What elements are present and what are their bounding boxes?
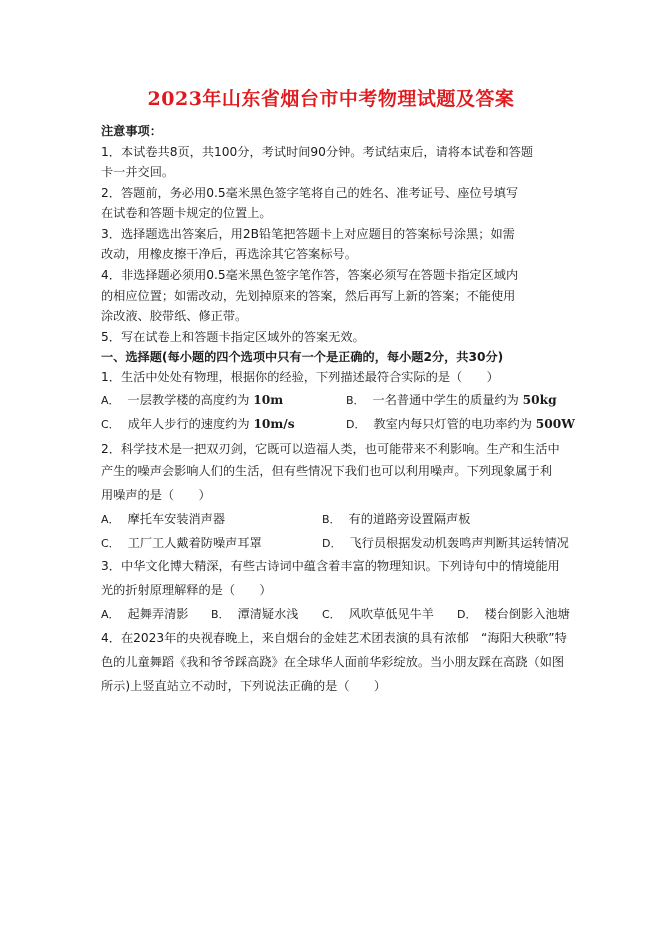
option-text: 教室内每只灯管的电功率约为	[373, 417, 536, 431]
option-letter: A．	[101, 394, 120, 407]
option-a	[101, 606, 188, 623]
notes-line: 5．写在试卷上和答题卡指定区域外的答案无效。	[101, 330, 365, 344]
notes-line: 的相应位置；如需改动，先划掉原来的答案，然后再写上新的答案；不能使用	[101, 289, 516, 303]
option-c	[101, 535, 262, 552]
question-stem: 1．生活中处处有物理，根据你的经验，下列描述最符合实际的是（ ）	[101, 370, 499, 384]
question-stem: 3．中华文化博大精深，有些古诗词中蕴含着丰富的物理知识。下列诗句中的情境能用	[101, 559, 560, 573]
option-text: 飞行员根据发动机轰鸣声判断其运转情况	[349, 536, 569, 550]
option-text: 成年人步行的速度约为	[127, 417, 254, 431]
option-b	[211, 606, 298, 623]
option-text: 工厂工人戴着防噪声耳罩	[127, 536, 262, 550]
option-letter: C．	[322, 608, 341, 621]
question-stem: 4．在2023年的央视春晚上，来自烟台的金娃艺术团表演的具有浓郁 “海阳大秧歌”特	[101, 631, 567, 645]
option-c	[322, 606, 434, 623]
option-text: 起舞弄清影	[127, 607, 189, 621]
notes-line: 在试卷和答题卡规定的位置上。	[101, 206, 272, 220]
notes-line: 卡一并交回。	[101, 165, 175, 179]
notes-line: 2．答题前，务必用0.5毫米黑色签字笔将自己的姓名、准考证号、座位号填写	[101, 186, 519, 200]
option-d	[457, 606, 570, 623]
question-stem: 用噪声的是（ ）	[101, 488, 211, 502]
option-letter: C．	[101, 537, 120, 550]
option-letter: B．	[322, 513, 341, 526]
option-text: 楼台倒影入池塘	[484, 607, 570, 621]
option-text: 一名普通中学生的质量约为	[372, 393, 523, 407]
notes-line: 4．非选择题必须用0.5毫米黑色签字笔作答，答案必须写在答题卡指定区域内	[101, 268, 519, 282]
option-text: 有的道路旁设置隔声板	[348, 512, 471, 526]
option-text: 潭清疑水浅	[237, 607, 299, 621]
option-letter: B．	[346, 394, 365, 407]
section-heading: 一、选择题(每小题的四个选项中只有一个是正确的，每小题2分，共30分)	[101, 350, 504, 364]
option-text: 摩托车安装消声器	[127, 512, 226, 526]
option-letter: C．	[101, 418, 120, 431]
option-value: 10m	[253, 393, 284, 407]
notes-heading: 注意事项：	[101, 124, 162, 138]
question-stem: 2．科学技术是一把双刃剑，它既可以造福人类，也可能带来不利影响。生产和生活中	[101, 442, 560, 456]
option-d	[322, 535, 569, 552]
option-c	[101, 416, 295, 433]
question-stem: 产生的噪声会影响人们的生活，但有些情况下我们也可以利用噪声。下列现象属于利	[101, 464, 552, 478]
notes-line: 3．选择题选出答案后，用2B铅笔把答题卡上对应题目的答案标号涂黑；如需	[101, 227, 515, 241]
option-letter: D．	[346, 418, 366, 431]
option-value: 10m/s	[253, 417, 295, 431]
option-text: 一层教学楼的高度约为	[127, 393, 254, 407]
option-letter: D．	[457, 608, 477, 621]
option-value: 50kg	[522, 393, 557, 407]
question-stem: 光的折射原理解释的是（ ）	[101, 583, 272, 597]
question-stem: 色的儿童舞蹈《我和爷爷踩高跷》在全球华人面前华彩绽放。当小朋友踩在高跷（如图	[101, 655, 565, 669]
notes-line: 1．本试卷共8页，共100分，考试时间90分钟。考试结束后，请将本试卷和答题	[101, 145, 534, 159]
document-title: 2023年山东省烟台市中考物理试题及答案	[147, 88, 515, 110]
option-letter: B．	[211, 608, 230, 621]
option-value: 500W	[535, 417, 575, 431]
option-text: 风吹草低见牛羊	[348, 607, 434, 621]
option-b	[322, 511, 470, 528]
option-b	[346, 392, 557, 409]
notes-line: 改动，用橡皮擦干净后，再选涂其它答案标号。	[101, 247, 357, 261]
option-letter: D．	[322, 537, 342, 550]
option-a	[101, 392, 283, 409]
option-letter: A．	[101, 513, 120, 526]
notes-line: 涂改液、胶带纸、修正带。	[101, 309, 248, 323]
option-a	[101, 511, 225, 528]
option-d	[346, 416, 575, 433]
option-letter: A．	[101, 608, 120, 621]
question-stem: 所示)上竖直站立不动时，下列说法正确的是（ ）	[101, 679, 387, 693]
